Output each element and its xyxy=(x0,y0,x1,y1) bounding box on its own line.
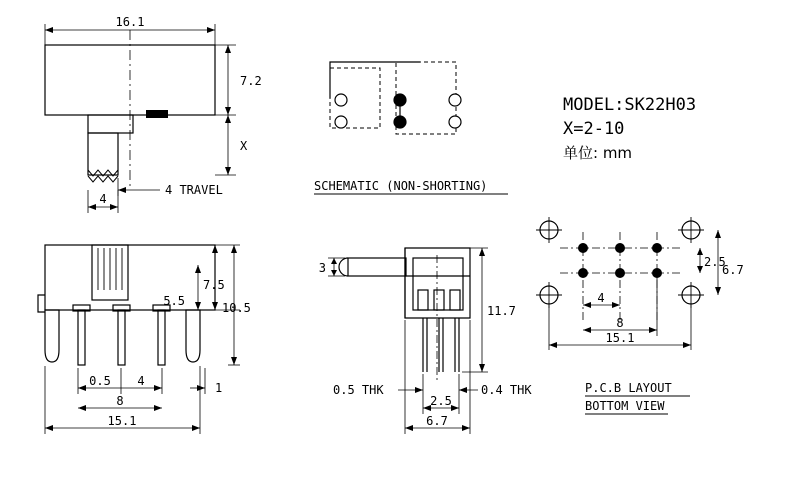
dim-label-1: 1 xyxy=(215,381,223,395)
pcb-caption-line2: BOTTOM VIEW xyxy=(585,399,665,413)
units-label: 单位: mm xyxy=(563,144,633,162)
dim-x xyxy=(215,115,236,175)
dim-label-0-5-thk: 0.5 THK xyxy=(333,383,384,397)
dim-label-4-pcb: 4 xyxy=(597,291,605,305)
dim-label-6-7-side: 6.7 xyxy=(426,414,448,428)
view-front-bottom-left xyxy=(38,245,215,365)
schematic-terminal-4 xyxy=(394,116,406,128)
dim-label-5-5: 5.5 xyxy=(163,294,185,308)
dim-label-15-1-front: 15.1 xyxy=(107,414,137,428)
dim-label-2-5-side: 2.5 xyxy=(430,394,452,408)
schematic-terminal-6 xyxy=(449,116,461,128)
dim-label-11-7: 11.7 xyxy=(487,304,516,318)
schematic-terminal-3 xyxy=(394,94,406,106)
schematic-terminal-5 xyxy=(449,94,461,106)
x-range-label: X=2-10 xyxy=(563,119,625,139)
dims-side-vertical xyxy=(328,248,488,372)
schematic-caption: SCHEMATIC (NON-SHORTING) xyxy=(314,179,488,193)
dim-label-4-bottom: 4 xyxy=(99,192,107,206)
dims-thk xyxy=(398,387,478,393)
dim-label-6-7-pcb: 6.7 xyxy=(722,263,744,277)
dim-label-4-front: 4 xyxy=(137,374,145,388)
view-schematic xyxy=(330,62,461,134)
schematic-terminal-1 xyxy=(335,94,347,106)
dim-label-x: X xyxy=(240,139,248,153)
dim-label-3: 3 xyxy=(318,261,326,275)
dim-label-0-5: 0.5 xyxy=(89,374,111,388)
dim-label-16-1: 16.1 xyxy=(115,15,145,29)
dim-label-15-1-pcb: 15.1 xyxy=(605,331,635,345)
dim-label-2-5-pcb: 2.5 xyxy=(704,255,726,269)
dim-label-8-front: 8 xyxy=(116,394,124,408)
dim-label-7-5: 7.5 xyxy=(203,278,225,292)
view-side-bottom-middle xyxy=(339,248,470,380)
dim-label-0-4-thk: 0.4 THK xyxy=(481,383,532,397)
schematic-terminal-2 xyxy=(335,116,347,128)
model-label: MODEL:SK22H03 xyxy=(563,95,697,115)
dim-label-4-travel: 4 TRAVEL xyxy=(165,183,223,197)
dim-label-7-2: 7.2 xyxy=(240,74,262,88)
view-pcb-layout xyxy=(536,217,704,320)
dim-4-travel xyxy=(118,178,160,196)
dim-label-8-pcb: 8 xyxy=(616,316,624,330)
dim-label-10-5: 10.5 xyxy=(222,301,251,315)
dim-7-2 xyxy=(215,45,236,115)
pcb-caption-line1: P.C.B LAYOUT xyxy=(585,381,672,395)
